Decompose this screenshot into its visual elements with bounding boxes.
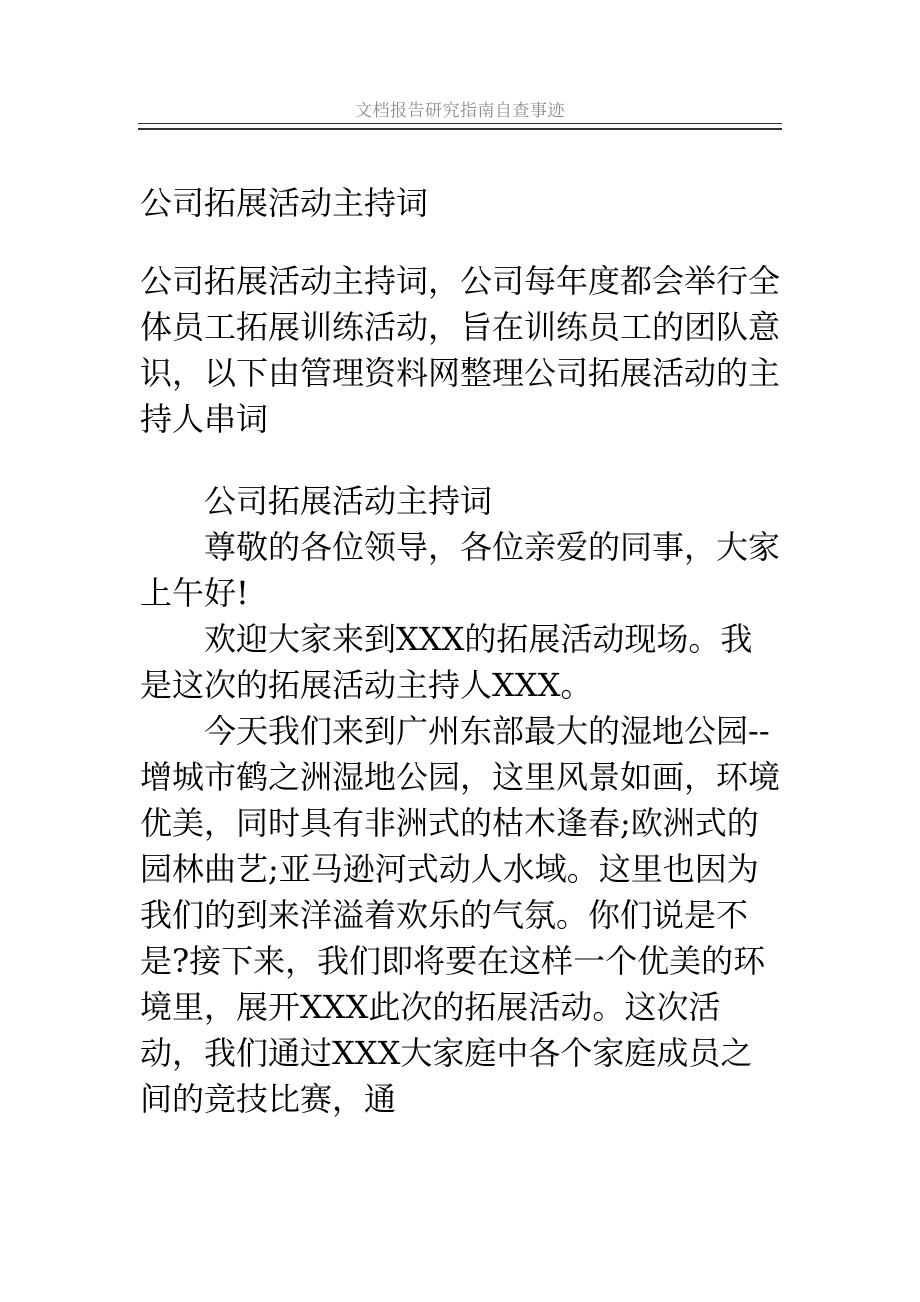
page-header-text: 文档报告研究指南自查事迹 <box>355 101 565 121</box>
header-rule-thin <box>138 123 782 124</box>
document-intro: 公司拓展活动主持词，公司每年度都会举行全体员工拓展训练活动，旨在训练员工的团队意识，以下由管理资料网整理公司拓展活动的主持人串词 <box>140 262 781 438</box>
body-paragraph: 尊敬的各位领导，各位亲爱的同事，大家上午好! <box>140 528 781 612</box>
header-rule-thick <box>138 128 782 130</box>
body-paragraph: 欢迎大家来到XXX的拓展活动现场。我是这次的拓展活动主持人XXX。 <box>140 620 753 704</box>
body-paragraph: 今天我们来到广州东部最大的湿地公园--增城市鹤之洲湿地公园，这里风景如画，环境优美，同时具有非洲式的枯木逢春;欧洲式的园林曲艺;亚马逊河式动人水域。这里也因为我们的到来洋溢着欢乐的气氛。你们说是不是?接下来，我们即将要在这样一个优美的环境里，展开XXX此次的拓展活动。这次活动，我们通过XXX大家庭中各个家庭成员之间的竞技比赛，通 <box>140 712 781 1118</box>
document-title: 公司拓展活动主持词 <box>140 184 429 222</box>
document-body <box>140 180 780 1122</box>
section-heading: 公司拓展活动主持词 <box>204 482 493 520</box>
